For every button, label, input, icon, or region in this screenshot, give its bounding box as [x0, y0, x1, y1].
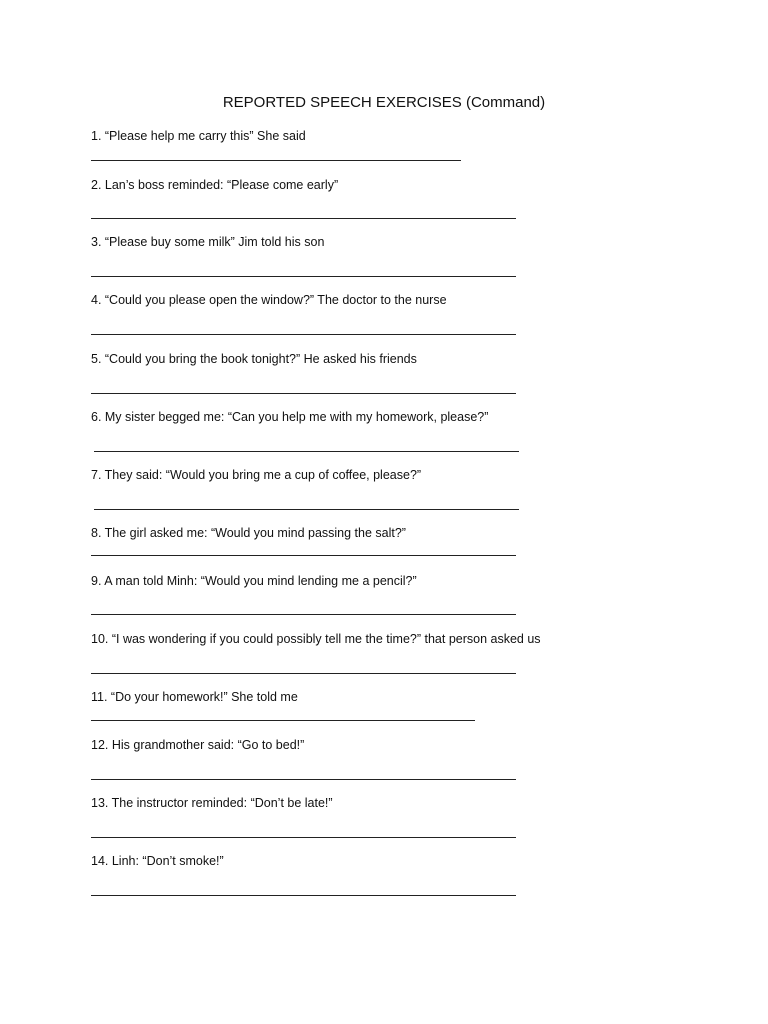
answer-line-14[interactable] — [91, 895, 516, 896]
question-6: 6. My sister begged me: “Can you help me with my homework, please?” — [91, 410, 489, 424]
worksheet-title: REPORTED SPEECH EXERCISES (Command) — [222, 94, 546, 111]
question-14: 14. Linh: “Don’t smoke!” — [91, 854, 224, 868]
answer-line-7[interactable] — [94, 509, 519, 510]
answer-line-2[interactable] — [91, 218, 516, 219]
question-7: 7. They said: “Would you bring me a cup of coffee, please?” — [91, 468, 422, 482]
answer-line-3[interactable] — [91, 276, 516, 277]
question-5: 5. “Could you bring the book tonight?” He asked his friends — [91, 352, 417, 366]
question-2: 2. Lan’s boss reminded: “Please come early” — [91, 178, 339, 192]
answer-line-12[interactable] — [91, 779, 516, 780]
question-1: 1. “Please help me carry this” She said — [91, 129, 306, 143]
answer-line-1[interactable] — [91, 160, 461, 161]
answer-line-8[interactable] — [91, 555, 516, 556]
question-4: 4. “Could you please open the window?” The doctor to the nurse — [91, 293, 447, 307]
question-9: 9. A man told Minh: “Would you mind lending me a pencil?” — [91, 574, 417, 588]
question-10: 10. “I was wondering if you could possibly tell me the time?” that person asked us — [91, 632, 541, 646]
answer-line-4[interactable] — [91, 334, 516, 335]
question-13: 13. The instructor reminded: “Don’t be late!” — [91, 796, 333, 810]
answer-line-11[interactable] — [91, 720, 475, 721]
answer-line-5[interactable] — [91, 393, 516, 394]
question-11: 11. “Do your homework!” She told me — [91, 690, 298, 704]
question-8: 8. The girl asked me: “Would you mind passing the salt?” — [91, 526, 406, 540]
answer-line-9[interactable] — [91, 614, 516, 615]
question-3: 3. “Please buy some milk” Jim told his son — [91, 235, 325, 249]
answer-line-6[interactable] — [94, 451, 519, 452]
answer-line-13[interactable] — [91, 837, 516, 838]
answer-line-10[interactable] — [91, 673, 516, 674]
question-12: 12. His grandmother said: “Go to bed!” — [91, 738, 305, 752]
